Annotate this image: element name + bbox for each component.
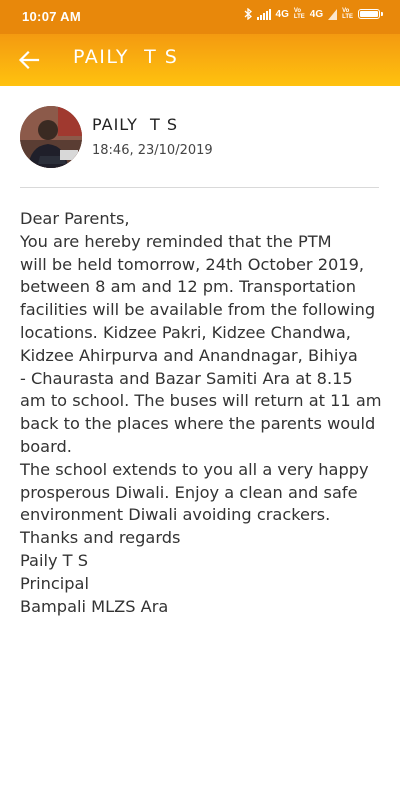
- network-type-1: 4G: [275, 8, 289, 20]
- message-signature-name: Paily T S: [20, 550, 88, 570]
- battery-icon: [358, 9, 380, 19]
- bluetooth-icon: [244, 8, 252, 20]
- signal-icon: [257, 9, 271, 20]
- avatar: [20, 106, 82, 168]
- page-title: PAILY T S: [73, 46, 179, 68]
- message-body: [20, 208, 382, 618]
- sender-photo: [20, 106, 82, 168]
- volte-icon-1: Vo LTE: [293, 8, 305, 20]
- network-type-2: 4G: [309, 8, 324, 20]
- volte-icon-2: Vo LTE: [342, 8, 353, 20]
- sender-header: [20, 106, 380, 170]
- arrow-left-icon: [14, 46, 44, 74]
- message-signature-title: Principal: [20, 573, 89, 593]
- sender-timestamp: 18:46, 23/10/2019: [92, 143, 213, 158]
- status-time: 10:07 AM: [22, 9, 81, 24]
- message-paragraph: You are hereby reminded that the PTM will be held tomorrow, 24th October 2019, between 8 am and 12 pm. Transportation facilities will be available from the following locations. Kidzee Pakri, Kidzee Chandwa, Kidzee Ahirpurva and Anandnagar, Bihiya - Chaurasta and Bazar Samiti Ara at 8.15 am to school. The buses will return at 11 am back to the places where the parents would board.: [20, 231, 382, 456]
- message-greeting: Dear Parents,: [20, 209, 130, 228]
- divider: [20, 187, 379, 188]
- status-bar: [0, 0, 400, 34]
- back-button[interactable]: [14, 46, 44, 74]
- app-bar: [0, 34, 400, 86]
- signal-icon-2: [328, 9, 337, 20]
- message-paragraph: The school extends to you all a very happy prosperous Diwali. Enjoy a clean and safe environment Diwali avoiding crackers.: [20, 459, 369, 525]
- message-signature-school: Bampali MLZS Ara: [20, 596, 169, 616]
- status-icons: [244, 8, 380, 20]
- message-closing: Thanks and regards: [20, 528, 181, 548]
- sender-name: PAILY T S: [92, 115, 179, 134]
